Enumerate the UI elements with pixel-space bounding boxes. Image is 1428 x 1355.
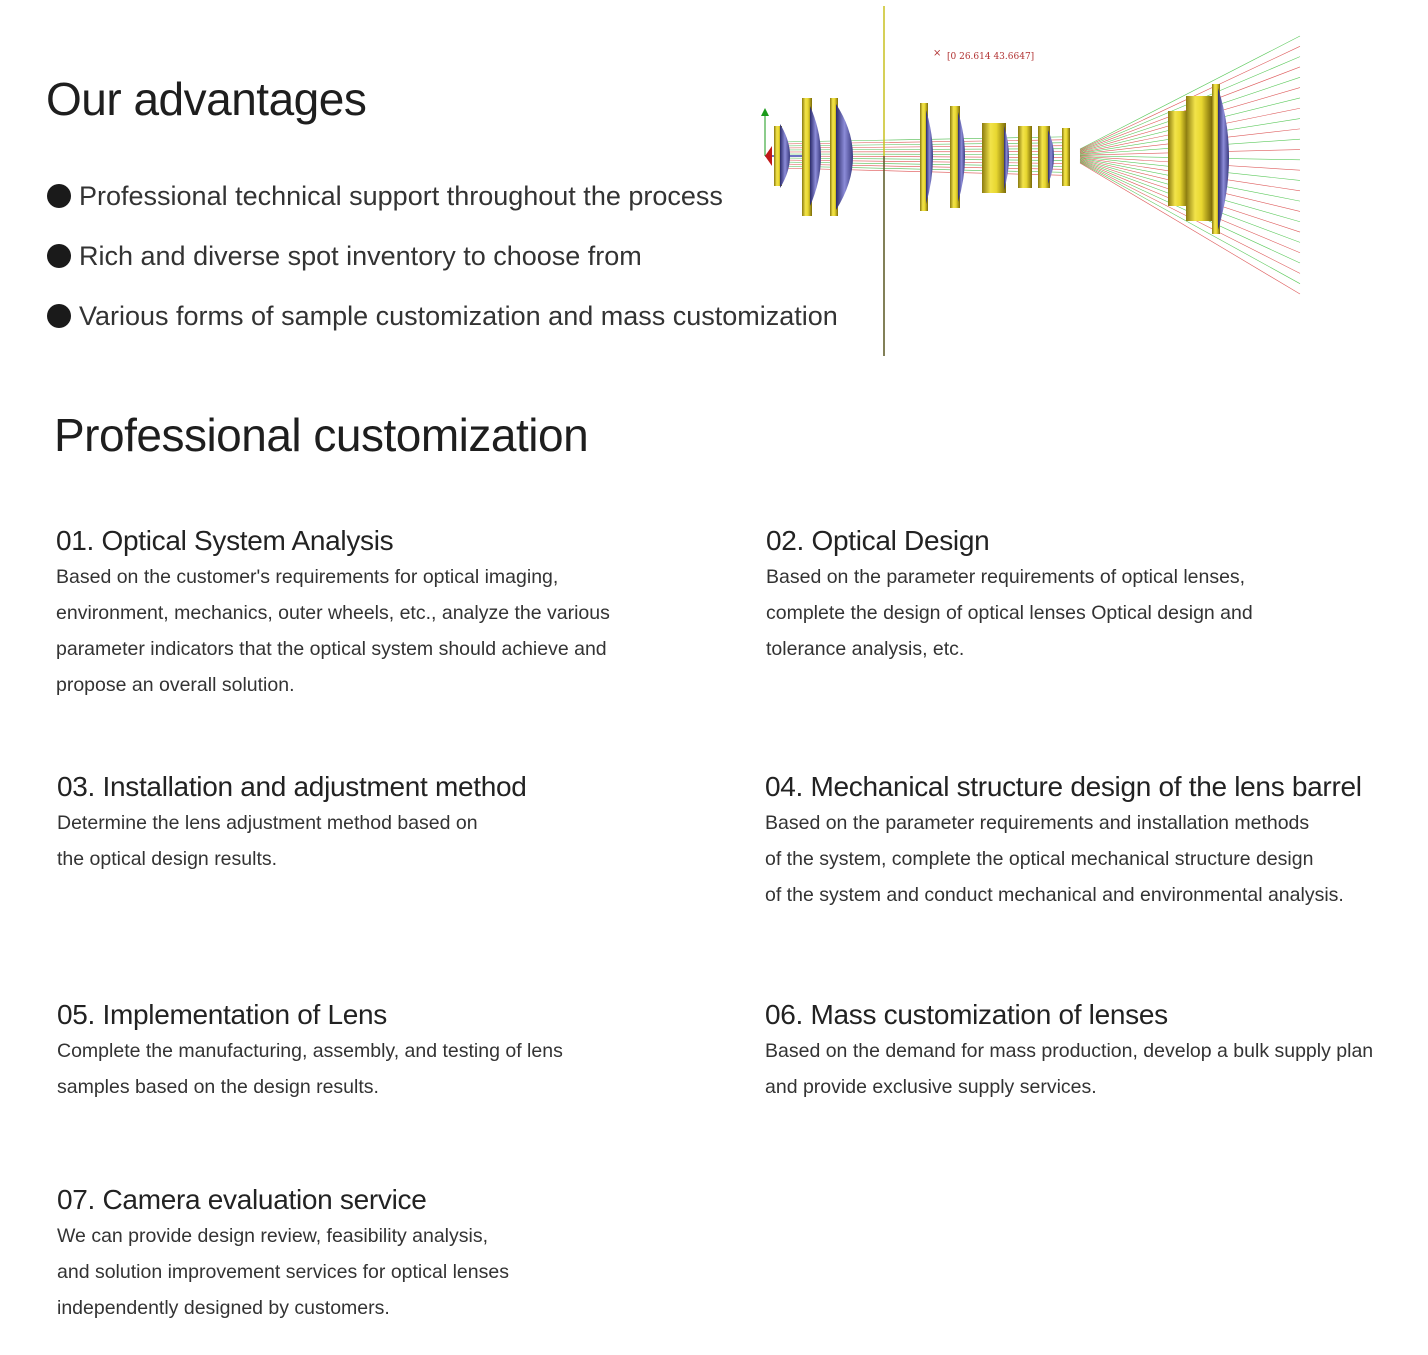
card-line: tolerance analysis, etc. [766, 638, 965, 660]
card-title: 07. Camera evaluation service [57, 1184, 427, 1215]
service-card-camera-evaluation [57, 1182, 509, 1326]
advantage-item [47, 286, 838, 346]
bullet-icon [47, 184, 71, 208]
card-title: 02. Optical Design [766, 525, 990, 556]
card-title: 06. Mass customization of lenses [765, 999, 1168, 1030]
card-line: Based on the customer's requirements for optical imaging, [56, 566, 559, 588]
card-line: samples based on the design results. [57, 1076, 379, 1098]
card-line: environment, mechanics, outer wheels, etc., analyze the various [56, 602, 610, 624]
service-card-implementation [57, 997, 563, 1105]
card-line: parameter indicators that the optical system should achieve and [56, 638, 607, 660]
card-title: 05. Implementation of Lens [57, 999, 387, 1030]
card-title: 03. Installation and adjustment method [57, 771, 527, 802]
card-line: propose an overall solution. [56, 674, 295, 696]
lens-group-left [774, 98, 853, 216]
card-line: We can provide design review, feasibility analysis, [57, 1225, 489, 1247]
optical-lens-diagram [750, 6, 1310, 358]
card-line: of the system, complete the optical mechanical structure design [765, 848, 1314, 870]
card-line: Based on the parameter requirements and installation methods [765, 812, 1310, 834]
service-card-installation-adjustment [57, 769, 527, 877]
svg-text:×: × [933, 48, 942, 59]
card-line: of the system and conduct mechanical and environmental analysis. [765, 884, 1344, 906]
card-line: Determine the lens adjustment method based on [57, 812, 478, 834]
lens-group-right [1168, 84, 1229, 234]
card-line: and provide exclusive supply services. [765, 1076, 1097, 1098]
service-card-mass-customization [765, 997, 1373, 1105]
service-card-optical-system-analysis [56, 523, 610, 703]
card-title: 01. Optical System Analysis [56, 525, 394, 556]
advantage-text: Rich and diverse spot inventory to choose from [79, 240, 642, 271]
advantages-list [47, 166, 838, 346]
bullet-icon [47, 304, 71, 328]
bullet-icon [47, 244, 71, 268]
card-line: the optical design results. [57, 848, 278, 870]
advantage-text: Various forms of sample customization and mass customization [79, 300, 838, 331]
card-line: Complete the manufacturing, assembly, and testing of lens [57, 1040, 563, 1062]
advantage-text: Professional technical support throughout the process [79, 180, 723, 211]
card-title: 04. Mechanical structure design of the lens barrel [765, 771, 1362, 802]
advantages-title: Our advantages [46, 73, 367, 125]
card-line: Based on the demand for mass production, develop a bulk supply plan [765, 1040, 1374, 1062]
card-line: and solution improvement services for optical lenses [57, 1261, 509, 1283]
service-card-mechanical-structure [765, 769, 1362, 913]
customization-title: Professional customization [54, 409, 589, 461]
card-line: complete the design of optical lenses Optical design and [766, 602, 1253, 624]
advantage-item [47, 166, 727, 226]
card-line: independently designed by customers. [57, 1297, 390, 1319]
card-line: Based on the parameter requirements of optical lenses, [766, 566, 1246, 588]
advantage-item [47, 226, 727, 286]
service-card-optical-design [766, 523, 1253, 667]
coordinate-readout: [0 26.614 43.6647] [947, 52, 1035, 62]
